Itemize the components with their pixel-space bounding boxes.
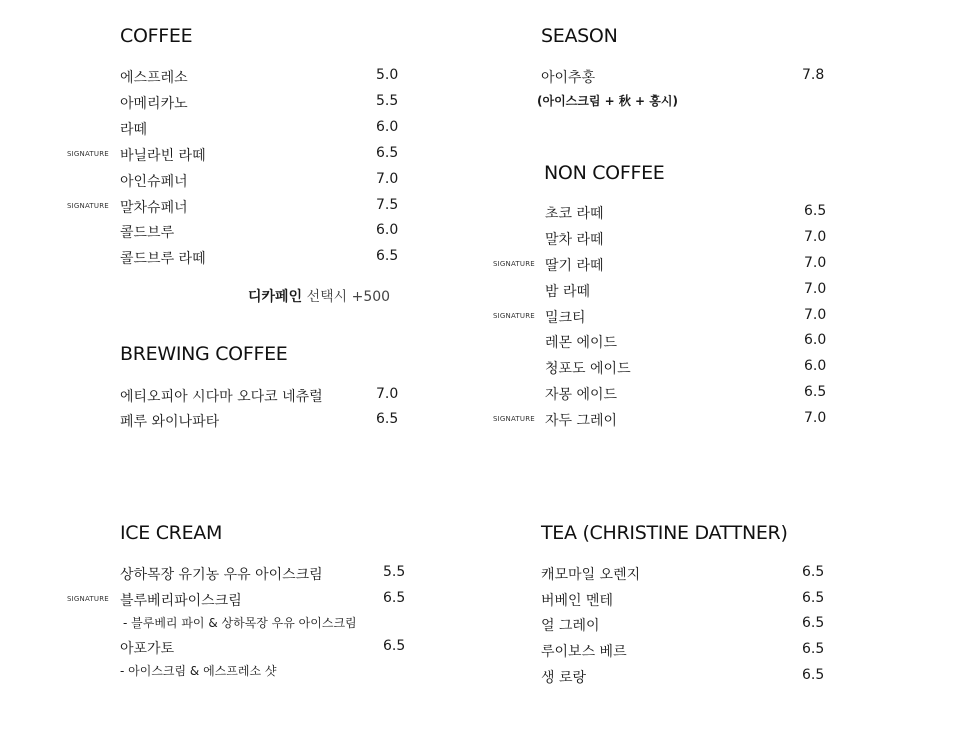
decaf-note (248, 286, 390, 306)
ice-cream-item-name: 아포가토 (120, 641, 175, 657)
non-coffee-item-price: 7.0 (804, 307, 827, 323)
coffee-item-name: 아메리카노 (120, 96, 188, 112)
tea-section-title: TEA (CHRISTINE DATTNER) (541, 522, 788, 544)
signature-badge: SIGNATURE (493, 415, 535, 423)
season-item-description: (아이스크림 + 秋 + 홍시) (537, 94, 678, 108)
ice-cream-section-title: ICE CREAM (120, 522, 223, 544)
tea-item-name: 생 로랑 (541, 670, 587, 686)
coffee-item-name: 콜드브루 라떼 (120, 251, 206, 267)
season-section-title: SEASON (541, 25, 618, 47)
brewing-item-price: 6.5 (376, 411, 399, 427)
ice-cream-item-name: 상하목장 유기농 우유 아이스크림 (120, 567, 323, 583)
non-coffee-item-name: 말차 라떼 (545, 232, 604, 248)
ice-cream-item-name: 블루베리파이스크림 (120, 593, 242, 609)
brewing-item-name: 페루 와이나파타 (120, 414, 220, 430)
tea-item-name: 루이보스 베르 (541, 644, 627, 660)
coffee-item-price: 5.0 (376, 67, 399, 83)
non-coffee-section-title: NON COFFEE (544, 162, 665, 184)
non-coffee-item-price: 6.0 (804, 332, 827, 348)
brewing-item-price: 7.0 (376, 386, 399, 402)
non-coffee-item-name: 밤 라떼 (545, 284, 591, 300)
coffee-item-price: 7.0 (376, 171, 399, 187)
tea-item-name: 얼 그레이 (541, 618, 600, 634)
ice-cream-item-price: 6.5 (383, 638, 406, 654)
signature-badge: SIGNATURE (493, 312, 535, 320)
non-coffee-item-price: 6.5 (804, 384, 827, 400)
brewing-item-name: 에티오피아 시다마 오다코 네츄럴 (120, 389, 323, 405)
coffee-item-name: 바닐라빈 라떼 (120, 148, 206, 164)
coffee-item-name: 아인슈페너 (120, 174, 188, 190)
non-coffee-item-price: 7.0 (804, 281, 827, 297)
tea-item-price: 6.5 (802, 590, 825, 606)
non-coffee-item-price: 7.0 (804, 255, 827, 271)
tea-item-price: 6.5 (802, 667, 825, 683)
signature-badge: SIGNATURE (67, 595, 109, 603)
coffee-item-name: 라떼 (120, 122, 148, 138)
tea-item-price: 6.5 (802, 564, 825, 580)
coffee-section-title: COFFEE (120, 25, 193, 47)
non-coffee-item-price: 7.0 (804, 229, 827, 245)
coffee-item-price: 6.5 (376, 145, 399, 161)
season-item-name: 아이추홍 (541, 70, 596, 86)
coffee-item-price: 5.5 (376, 93, 399, 109)
coffee-item-price: 7.5 (376, 197, 399, 213)
non-coffee-item-price: 6.5 (804, 203, 827, 219)
tea-item-name: 캐모마일 오렌지 (541, 567, 641, 583)
non-coffee-item-price: 6.0 (804, 358, 827, 374)
signature-badge: SIGNATURE (67, 150, 109, 158)
non-coffee-item-price: 7.0 (804, 410, 827, 426)
ice-cream-item-description: - 블루베리 파이 & 상하목장 우유 아이스크림 (123, 616, 357, 630)
coffee-item-price: 6.0 (376, 222, 399, 238)
signature-badge: SIGNATURE (493, 260, 535, 268)
ice-cream-item-price: 6.5 (383, 590, 406, 606)
non-coffee-item-name: 밀크티 (545, 310, 586, 326)
non-coffee-item-name: 자두 그레이 (545, 413, 618, 429)
signature-badge: SIGNATURE (67, 202, 109, 210)
decaf-surcharge: 선택시 +500 (306, 289, 391, 305)
non-coffee-item-name: 자몽 에이드 (545, 387, 618, 403)
non-coffee-item-name: 청포도 에이드 (545, 361, 631, 377)
tea-item-price: 6.5 (802, 615, 825, 631)
ice-cream-item-description: - 아이스크림 & 에스프레소 샷 (120, 664, 277, 678)
decaf-label: 디카페인 (248, 289, 303, 305)
tea-item-name: 버베인 멘테 (541, 593, 614, 609)
coffee-item-price: 6.5 (376, 248, 399, 264)
non-coffee-item-name: 레몬 에이드 (545, 335, 618, 351)
coffee-item-name: 콜드브루 (120, 225, 175, 241)
coffee-item-name: 말차슈페너 (120, 200, 188, 216)
brewing-section-title: BREWING COFFEE (120, 343, 288, 365)
non-coffee-item-name: 딸기 라떼 (545, 258, 604, 274)
tea-item-price: 6.5 (802, 641, 825, 657)
season-item-price: 7.8 (802, 67, 825, 83)
coffee-item-name: 에스프레소 (120, 70, 188, 86)
ice-cream-item-price: 5.5 (383, 564, 406, 580)
coffee-item-price: 6.0 (376, 119, 399, 135)
non-coffee-item-name: 초코 라떼 (545, 206, 604, 222)
